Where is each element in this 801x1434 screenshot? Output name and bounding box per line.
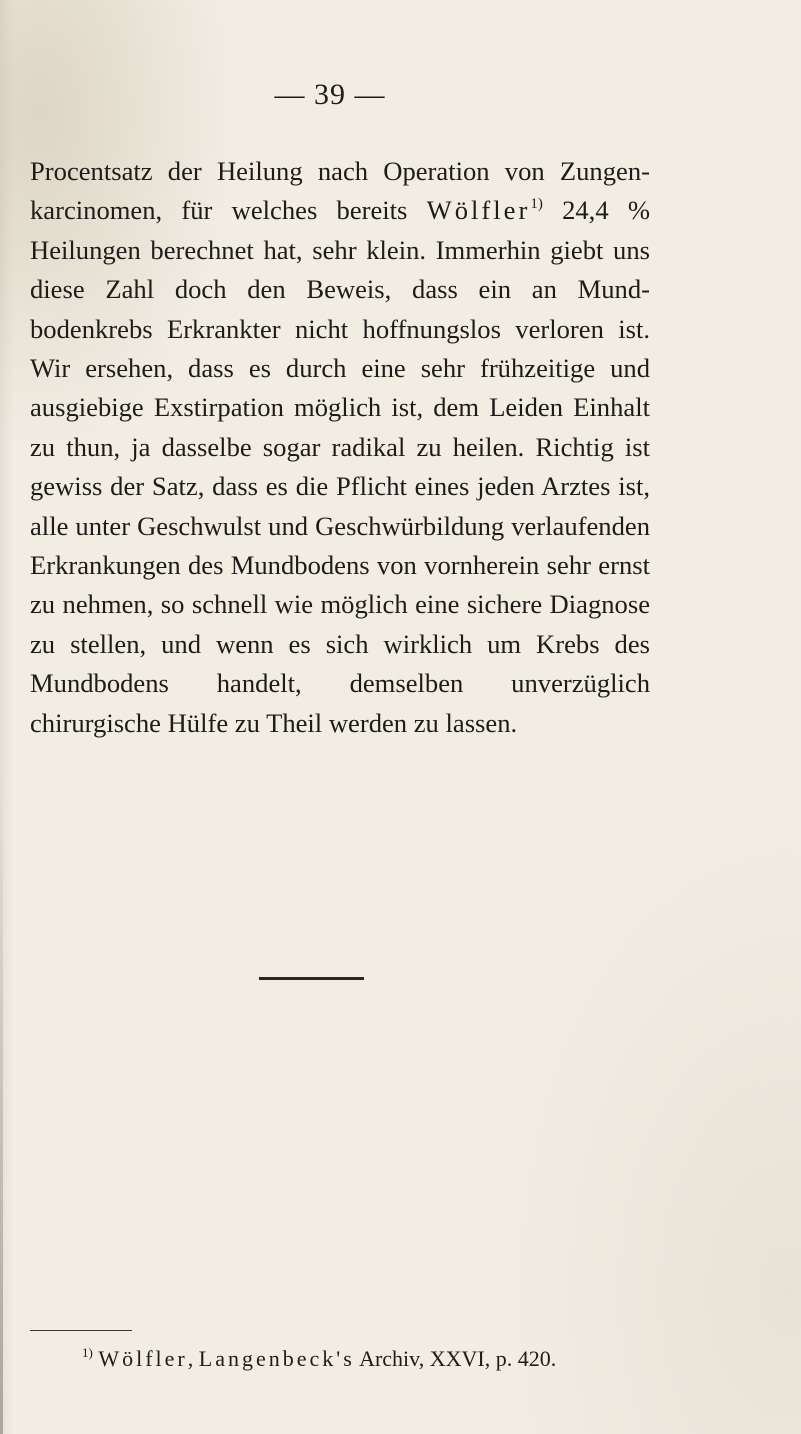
footnote: $^{1)}$ Wölfler, Langenbeck's Archiv, XXVI, p. 420. [82, 1345, 557, 1371]
footnote-author: Wölfler [98, 1346, 188, 1371]
footnote-reference[interactable]: 1) [530, 196, 543, 213]
body-text-part-2: 24,4 % Heilungen berechnet hat, sehr klein. Immerhin giebt uns diese Zahl doch den Beweis, dass ein an Mundbodenkrebs Erkrankter nicht hoffnungslos verloren ist. Wir ersehen, dass es durch eine sehr frühzeitige und ausgiebige Exstirpation möglich ist, dem Leiden Einhalt zu thun, ja dasselbe sogar radikal zu heilen. Richtig ist gewiss der Satz, dass es die Pflicht eines jeden Arztes ist, alle unter Geschwulst und Geschwürbildung verlaufenden Erkrankungen des Mundbodens von vornherein sehr ernst zu nehmen, so schnell wie möglich eine sichere Diagnose zu stellen, und wenn es sich wirklich um Krebs des Mundbodens handelt, demselben unverzüglich chirurgische Hülfe zu Theil werden zu lassen. [30, 195, 650, 738]
footnote-rest: Archiv, XXVI, p. 420. [354, 1346, 557, 1371]
page-number: — 39 — [274, 78, 386, 111]
body-text-part-1: Procentsatz der Heilung nach Operation von Zungenkarcinomen, für welches bereits [30, 156, 650, 226]
body-paragraph [30, 152, 650, 743]
section-divider [259, 977, 364, 980]
footnote-journal: Langenbeck's [198, 1346, 355, 1371]
page-edge-shadow [0, 760, 3, 1434]
footnote-rule [30, 1330, 132, 1331]
footnote-marker: 1) [82, 1345, 93, 1360]
cited-author: Wölfler [426, 195, 531, 226]
